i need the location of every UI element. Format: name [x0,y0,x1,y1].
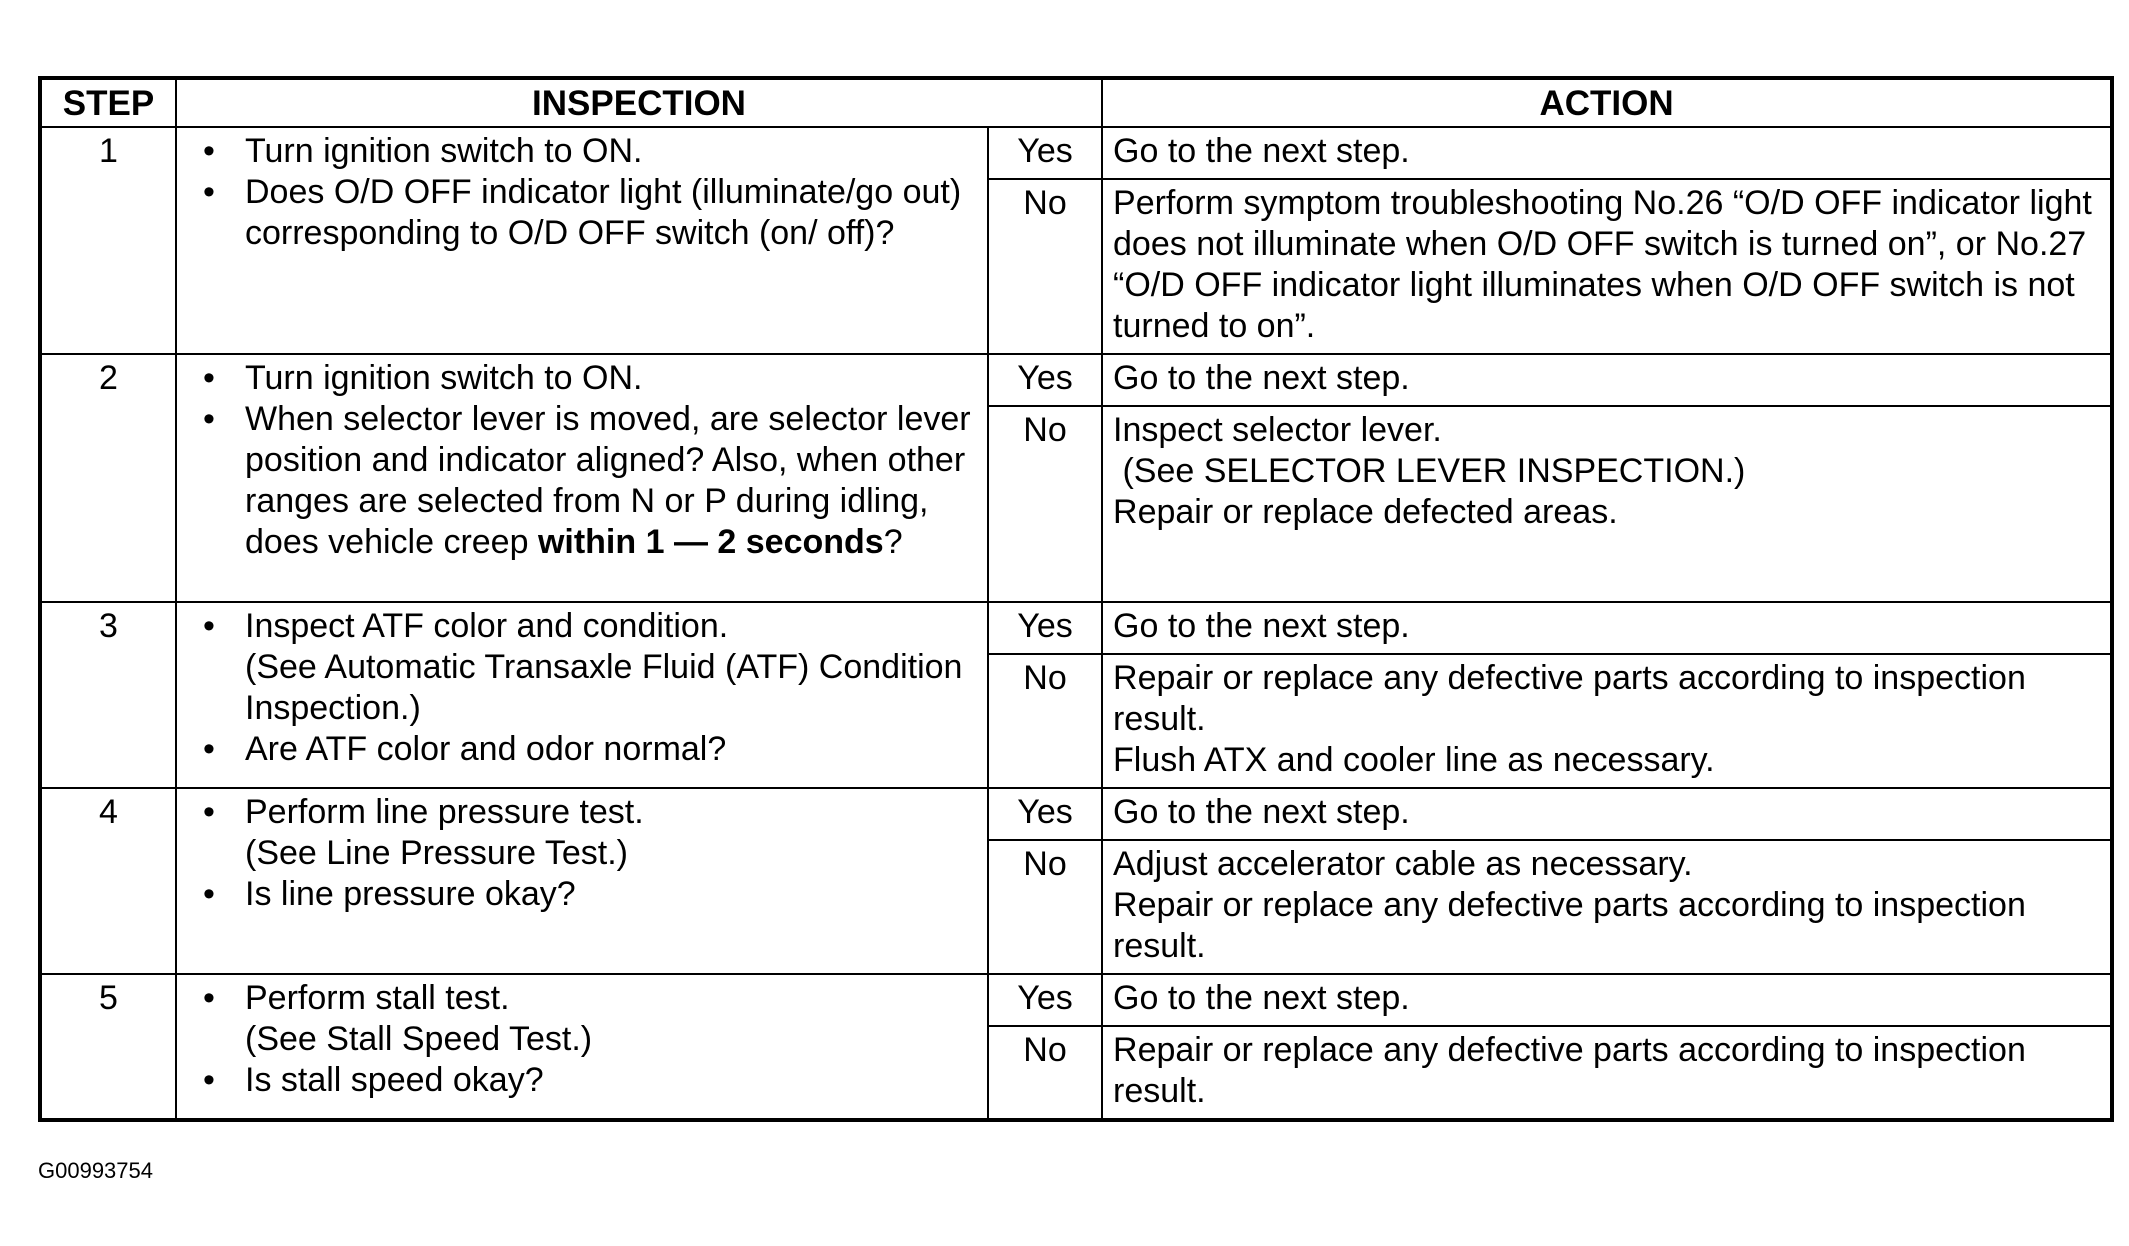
inspection-list [187,792,977,915]
yes-label: Yes [988,127,1102,179]
step-number: 2 [40,354,176,602]
inspection-text-end: ? [883,523,903,561]
step-number: 1 [40,127,176,354]
inspection-cell [176,127,988,354]
inspection-reference: (See Line Pressure Test.) [245,834,628,872]
inspection-list [187,978,977,1101]
yes-action-cell [1102,788,2112,840]
bullet-icon: • [203,875,215,913]
bullet-icon: • [203,359,215,397]
no-label: No [988,406,1102,602]
no-action-cell [1102,406,2112,602]
inspection-emphasis: within 1 — 2 seconds [537,523,884,561]
yes-action-cell [1102,354,2112,406]
inspection-item [187,874,977,915]
action-text: Repair or replace any defective parts according to inspection result. [1113,886,2036,965]
no-action-cell [1102,654,2112,788]
yes-action-cell [1102,974,2112,1026]
diagnostic-table [38,76,2114,1122]
inspection-reference: (See Stall Speed Test.) [245,1020,593,1058]
inspection-cell [176,354,988,602]
action-text: Perform symptom troubleshooting No.26 “O/D OFF indicator light does not illuminate when O/D OFF switch is turned on”, or No.27 “O/D OFF indicator light illuminates when O/D OFF switch is not turned to on”. [1113,184,2102,345]
bullet-icon: • [203,793,215,831]
inspection-item [187,978,977,1060]
yes-label: Yes [988,602,1102,654]
bullet-icon: • [203,607,215,645]
step-number: 3 [40,602,176,788]
action-text: Go to the next step. [1113,607,1410,645]
inspection-item [187,792,977,874]
bullet-icon: • [203,1061,215,1099]
header-step: STEP [40,78,176,127]
bullet-icon: • [203,979,215,1017]
table-row-step-2-yes [40,354,2112,406]
table-row-step-1-yes [40,127,2112,179]
yes-label: Yes [988,354,1102,406]
yes-action-cell [1102,602,2112,654]
action-text: Repair or replace any defective parts according to inspection result. [1113,1031,2036,1110]
inspection-item [187,1060,977,1101]
inspection-text: Are ATF color and odor normal? [245,730,727,768]
yes-label: Yes [988,974,1102,1026]
header-row [40,78,2112,127]
step-number: 4 [40,788,176,974]
yes-action-cell [1102,127,2112,179]
inspection-text: Turn ignition switch to ON. [245,359,643,397]
inspection-text: Is line pressure okay? [245,875,576,913]
no-action-cell [1102,1026,2112,1120]
action-text: (See SELECTOR LEVER INSPECTION.) [1113,452,1746,490]
table-body [40,127,2112,1120]
bullet-icon: • [203,132,215,170]
inspection-text: Perform stall test. [245,979,510,1017]
no-label: No [988,1026,1102,1120]
inspection-item [187,172,977,254]
action-text: Go to the next step. [1113,132,1410,170]
header-action: ACTION [1102,78,2112,127]
action-text: Go to the next step. [1113,979,1410,1017]
action-text: Adjust accelerator cable as necessary. [1113,845,1693,883]
inspection-item [187,131,977,172]
table-row-step-5-yes [40,974,2112,1026]
yes-label: Yes [988,788,1102,840]
action-text: Repair or replace any defective parts according to inspection result. [1113,659,2036,738]
inspection-cell [176,788,988,974]
inspection-list [187,606,977,770]
inspection-cell [176,602,988,788]
step-number: 5 [40,974,176,1120]
bullet-icon: • [203,730,215,768]
inspection-text: Perform line pressure test. [245,793,644,831]
action-text: Go to the next step. [1113,359,1410,397]
table-row-step-4-yes [40,788,2112,840]
no-action-cell [1102,179,2112,354]
inspection-item [187,399,977,563]
inspection-text: Does O/D OFF indicator light (illuminate/go out) corresponding to O/D OFF switch (on/ off)? [245,173,962,252]
header-inspection: INSPECTION [176,78,1102,127]
bullet-icon: • [203,173,215,211]
no-action-cell [1102,840,2112,974]
inspection-text: When selector lever is moved, are selector lever position and indicator aligned? Also, when other ranges are selected from N or P during idling, does vehicle creep [245,400,971,561]
inspection-item [187,606,977,729]
inspection-item [187,358,977,399]
inspection-list [187,358,977,563]
inspection-reference: (See Automatic Transaxle Fluid (ATF) Condition Inspection.) [245,648,963,727]
bullet-icon: • [203,400,215,438]
action-text: Flush ATX and cooler line as necessary. [1113,741,1715,779]
no-label: No [988,840,1102,974]
inspection-text: Turn ignition switch to ON. [245,132,643,170]
inspection-cell [176,974,988,1120]
inspection-item [187,729,977,770]
inspection-list [187,131,977,254]
no-label: No [988,654,1102,788]
action-text: Go to the next step. [1113,793,1410,831]
action-text: Repair or replace defected areas. [1113,493,1618,531]
action-text: Inspect selector lever. [1113,411,1442,449]
figure-id-caption: G00993754 [38,1158,153,1183]
inspection-text: Inspect ATF color and condition. [245,607,729,645]
table-row-step-3-yes [40,602,2112,654]
inspection-text: Is stall speed okay? [245,1061,544,1099]
no-label: No [988,179,1102,354]
